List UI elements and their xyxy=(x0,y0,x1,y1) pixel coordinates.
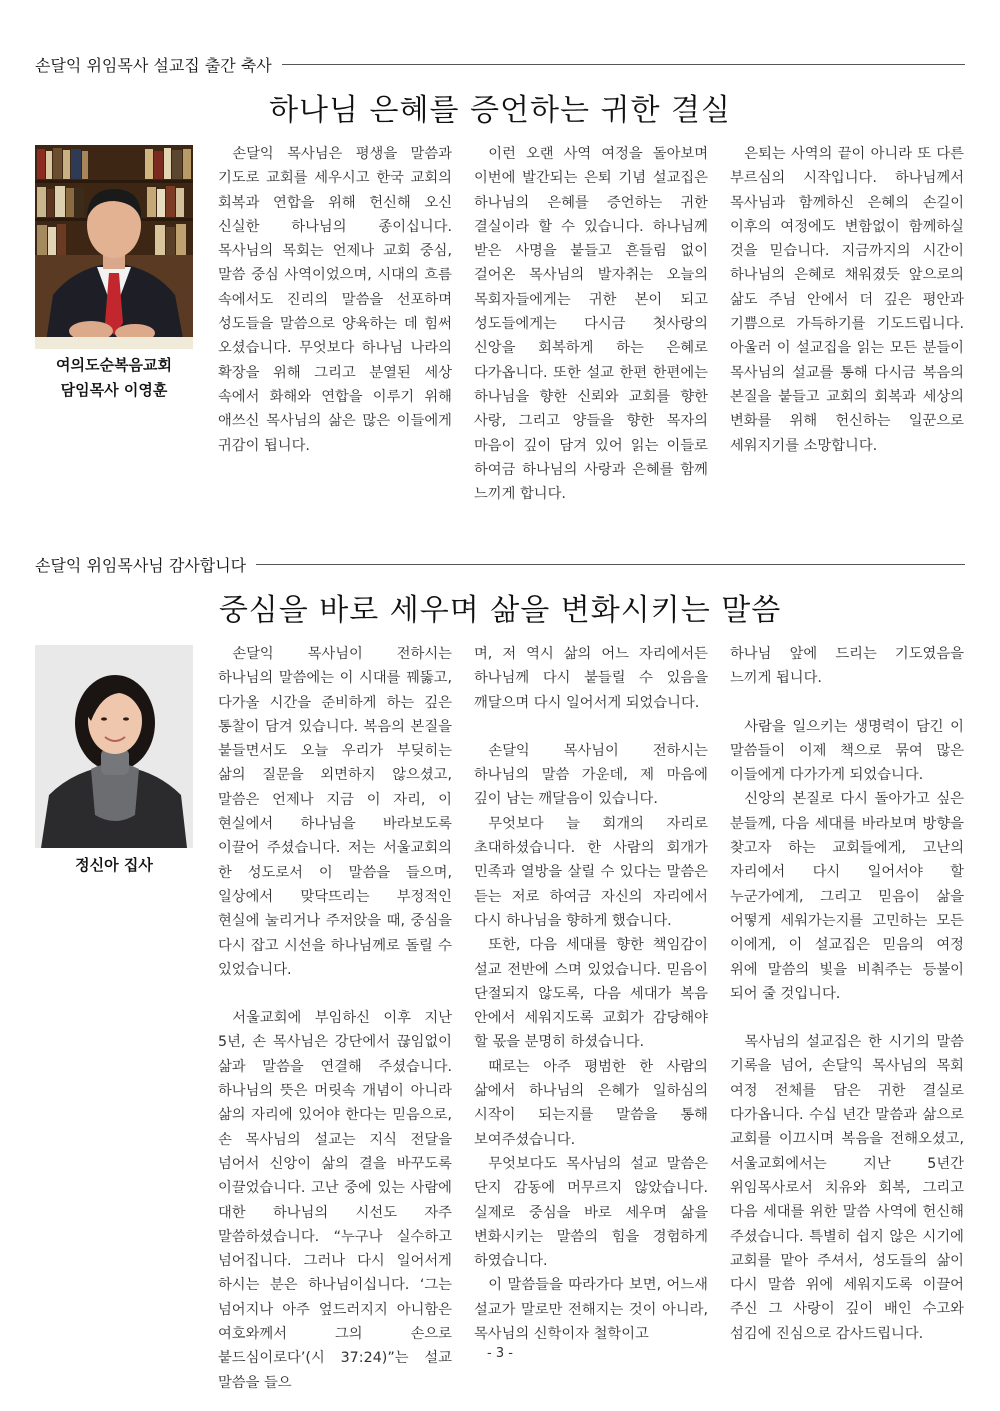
paragraph: 사람을 일으키는 생명력이 담긴 이 말씀들이 이제 책으로 묶여 많은 이들에게 다가가게 되었습니다. xyxy=(730,718,964,784)
page-number: - 3 - xyxy=(487,1346,513,1361)
section-header xyxy=(35,52,965,76)
paragraph: 서울교회에 부임하신 이후 지난 5년, 손 목사님은 강단에서 끊임없이 삶과 말씀을 연결해 주셨습니다. 하나님의 뜻은 머릿속 개념이 아니라 삶의 자리에 있어야 한다는 믿음으로, 손 목사님의 설교는 지식 전달을 넘어서 신앙이 삶의 결을 바꾸도록 이끌었습니다. 고난 중에 있는 사람에 대한 하나님의 시선도 자주 말씀하셨습니다. “누구나 실수하고 넘어집니다. 그러나 다시 일어서게 하시는 분은 하나님이십니다. ‘그는 넘어지나 아주 엎드러지지 아니함은 여호와께서 그의 손으로 붙드심이로다’(시 37:24)”는 설교 말씀을 들으 xyxy=(218,1010,452,1391)
paragraph: 무엇보다도 목사님의 설교 말씀은 단지 감동에 머무르지 않았습니다. 실제로 중심을 바로 세우며 삶을 변화시키는 말씀의 힘을 경험하게 하였습니다. xyxy=(474,1155,708,1270)
author-caption xyxy=(35,853,193,878)
paragraph: 목사님의 설교집은 한 시기의 말씀 기록을 넘어, 손달익 목사님의 목회 여정 전체를 담은 귀한 결실로 다가옵니다. 수십 년간 말씀과 삶으로 교회를 이끄시며 복음을 전해오셨고, 서울교회에서는 지난 5년간 위임목사로서 치유와 회복, 그리고 다음 세대를 위한 말씀 사역에 헌신해 주셨습니다. 특별히 쉽지 않은 시기에 교회를 맡아 주셔서, 성도들의 삶이 다시 말씀 위에 세워지도록 이끌어 주신 그 사랑이 깊이 배인 수고와 섬김에 진심으로 감사드립니다. xyxy=(730,1034,964,1342)
article-title: 하나님 은혜를 증언하는 귀한 결실 xyxy=(269,93,731,128)
portrait-image xyxy=(35,145,193,349)
paragraph: 은퇴는 사역의 끝이 아니라 또 다른 부르심의 시작입니다. 하나님께서 목사님과 함께하신 은혜의 손길이 이후의 여정에도 변함없이 함께하실 것을 믿습니다. 지금까지의 시간이 하나님의 은혜로 채워졌듯 앞으로의 삶도 주님 안에서 더 깊은 평안과 기쁨으로 가득하기를 기도드립니다. 아울러 이 설교집을 읽는 모든 분들이 목사님의 설교를 통해 다시금 복음의 본질을 붙들고 교회의 회복과 세상의 변화를 위해 헌신하는 일꾼으로 세워지기를 소망합니다. xyxy=(730,146,964,454)
paragraph: 손달익 목사님이 전하시는 하나님의 말씀 가운데, 제 마음에 깊이 남는 깨달음이 있습니다. xyxy=(474,742,708,808)
paragraph: 이 말씀들을 따라가다 보면, 어느새 설교가 말로만 전해지는 것이 아니라, 목사님의 신학이자 철학이고 xyxy=(474,1277,708,1343)
paragraph: 하나님 앞에 드리는 기도였음을 느끼게 됩니다. xyxy=(730,646,964,687)
article-title: 중심을 바로 세우며 삶을 변화시키는 말씀 xyxy=(218,593,782,628)
section-label: 손달익 위임목사님 감사합니다 xyxy=(35,555,247,575)
section-rule xyxy=(282,64,965,65)
article-column-3 xyxy=(730,642,964,1346)
author-caption xyxy=(35,353,193,403)
article-column-2 xyxy=(474,142,708,506)
paragraph: 손달익 목사님은 평생을 말씀과 기도로 교회를 세우시고 한국 교회의 회복과 연합을 위해 헌신해 오신 신실한 하나님의 종이십니다. 목사님의 목회는 언제나 교회 중심, 말씀 중심 사역이었으며, 시대의 흐름 속에서도 진리의 말씀을 선포하며 성도들을 말씀으로 양육하는 데 힘써 오셨습니다. 무엇보다 하나님 나라의 확장을 위해 그리고 분열된 세상 속에서 화해와 연합을 이루기 위해 애쓰신 목사님의 삶은 많은 이들에게 귀감이 됩니다. xyxy=(218,146,452,454)
paragraph: 신앙의 본질로 다시 돌아가고 싶은 분들께, 다음 세대를 바라보며 방향을 찾고자 하는 교회들에게, 고난의 자리에서 다시 일어서야 할 누군가에게, 그리고 믿음이 삶을 어떻게 세워가는지를 고민하는 모든 이에게, 이 설교집은 믿음의 여정 위에 말씀의 빛을 비춰주는 등불이 되어 줄 것입니다. xyxy=(730,791,964,1002)
article-column-1 xyxy=(218,142,452,458)
article-column-3 xyxy=(730,142,964,458)
article-column-1 xyxy=(218,642,452,1395)
paragraph: 손달익 목사님이 전하시는 하나님의 말씀에는 이 시대를 꿰뚫고, 다가올 시간을 준비하게 하는 깊은 통찰이 담겨 있습니다. 복음의 본질을 붙들면서도 오늘 우리가 부딪히는 삶의 질문을 외면하지 않으셨고, 말씀은 언제나 지금 이 자리, 이 현실에서 하나님을 바라보도록 이끌어 주셨습니다. 저는 서울교회의 한 성도로서 이 말씀을 들으며, 일상에서 맞닥뜨리는 부정적인 현실에 눌리거나 주저앉을 때, 중심을 다시 잡고 시선을 하나님께로 돌릴 수 있었습니다. xyxy=(218,646,452,978)
section-rule xyxy=(256,564,965,565)
portrait-image xyxy=(35,645,193,848)
section-label: 손달익 위임목사 설교집 출간 축사 xyxy=(35,55,272,75)
paragraph: 또한, 다음 세대를 향한 책임감이 설교 전반에 스며 있었습니다. 믿음이 단절되지 않도록, 다음 세대가 복음 안에서 세워지도록 교회가 감당해야 할 몫을 분명히 하셨습니다. xyxy=(474,937,708,1051)
caption-name: 정신아 집사 xyxy=(75,856,153,874)
author-photo xyxy=(35,145,193,349)
paragraph: 때로는 아주 평범한 한 사람의 삶에서 하나님의 은혜가 일하심의 시작이 되는지를 말씀을 통해 보여주셨습니다. xyxy=(474,1058,708,1148)
paragraph: 이런 오랜 사역 여정을 돌아보며 이번에 발간되는 은퇴 기념 설교집은 하나님의 은혜를 증언하는 귀한 결실이라 할 수 있습니다. 하나님께 받은 사명을 붙들고 흔들림 없이 걸어온 목사님의 발자취는 오늘의 목회자들에게는 귀한 본이 되고 성도들에게는 다시금 첫사랑의 신앙을 회복하게 하는 은혜로 다가옵니다. 또한 설교 한편 한편에는 하나님을 향한 신뢰와 교회를 향한 사랑, 그리고 양들을 향한 목자의 마음이 깊이 담겨 있어 읽는 이들로 하여금 하나님의 사랑과 은혜를 함께 느끼게 합니다. xyxy=(474,146,708,503)
paragraph: 무엇보다 늘 회개의 자리로 초대하셨습니다. 한 사람의 회개가 민족과 열방을 살릴 수 있다는 말씀은 듣는 저로 하여금 자신의 자리에서 다시 하나님을 향하게 했습니다. xyxy=(474,815,708,929)
author-photo xyxy=(35,645,193,848)
section-header xyxy=(35,552,965,576)
article-column-2 xyxy=(474,642,708,1346)
caption-name: 담임목사 이영훈 xyxy=(60,381,168,399)
paragraph: 며, 저 역시 삶의 어느 자리에서든 하나님께 다시 붙들릴 수 있음을 깨달으며 다시 일어서게 되었습니다. xyxy=(474,646,708,711)
caption-church: 여의도순복음교회 xyxy=(56,356,172,374)
